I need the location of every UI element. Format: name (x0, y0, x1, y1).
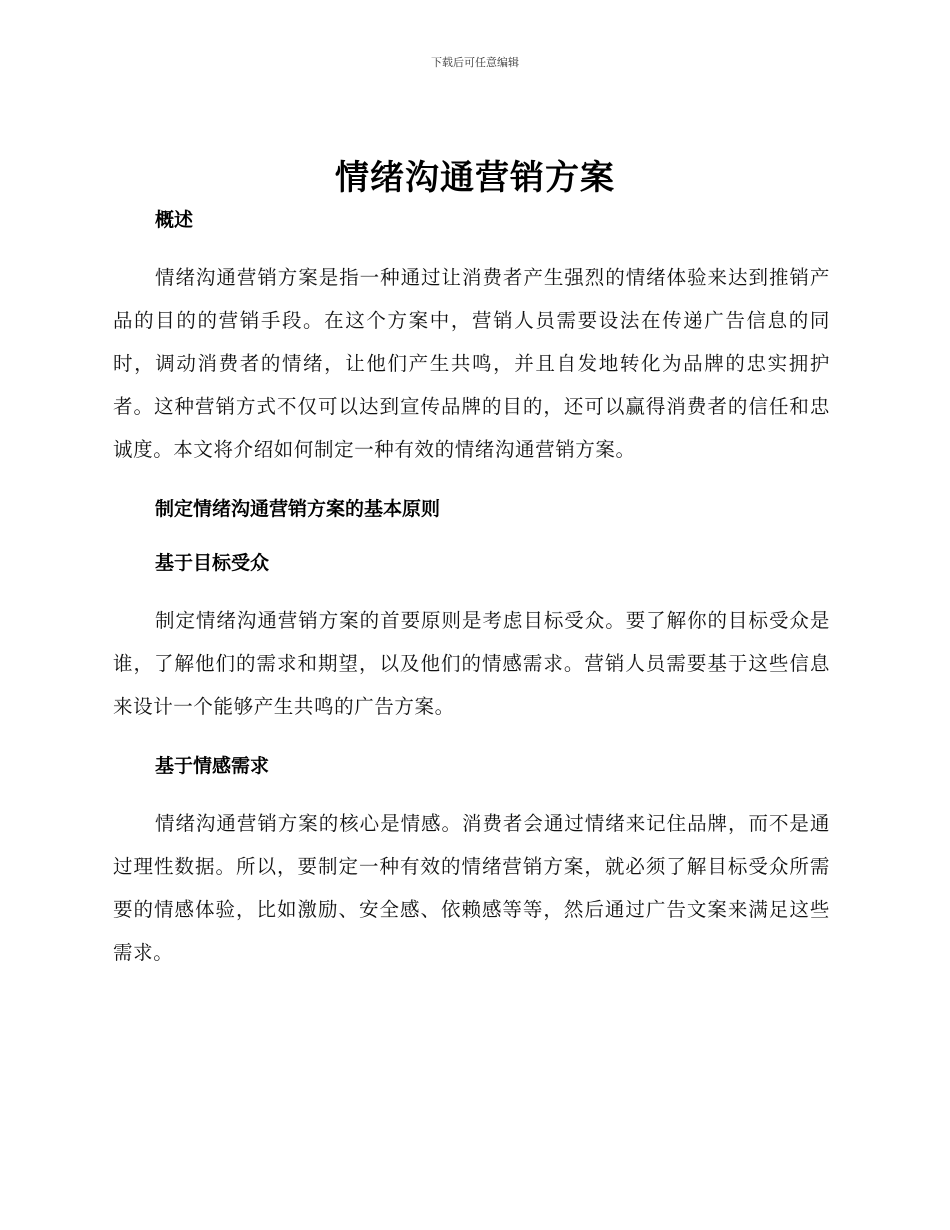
spacer (113, 236, 830, 256)
emotion-paragraph: 情绪沟通营销方案的核心是情感。消费者会通过情绪来记住品牌，而不是通过理性数据。所以，要制定一种有效的情绪营销方案，就必须了解目标受众所需要的情感体验，比如激励、安全感、依赖感等等，然后通过广告文案来满足这些需求。 (113, 812, 830, 964)
spacer (113, 579, 830, 599)
audience-heading: 基于目标受众 (155, 552, 270, 574)
document-body (113, 204, 830, 974)
header-note: 下载后可任意编辑 (431, 56, 519, 69)
overview-paragraph: 情绪沟通营销方案是指一种通过让消费者产生强烈的情绪体验来达到推销产品的目的的营销手段。在这个方案中，营销人员需要设法在传递广告信息的同时，调动消费者的情绪，让他们产生共鸣，并且自发地转化为品牌的忠实拥护者。这种营销方式不仅可以达到宣传品牌的目的，还可以赢得消费者的信任和忠诚度。本文将介绍如何制定一种有效的情绪沟通营销方案。 (113, 266, 830, 461)
document-title: 情绪沟通营销方案 (335, 158, 615, 198)
spacer (113, 728, 830, 750)
overview-heading: 概述 (155, 209, 194, 231)
audience-paragraph: 制定情绪沟通营销方案的首要原则是考虑目标受众。要了解你的目标受众是谁，了解他们的需求和期望，以及他们的情感需求。营销人员需要基于这些信息来设计一个能够产生共鸣的广告方案。 (113, 609, 830, 718)
emotion-heading: 基于情感需求 (155, 755, 270, 777)
principles-heading: 制定情绪沟通营销方案的基本原则 (155, 498, 441, 520)
spacer (113, 782, 830, 802)
spacer (113, 525, 830, 547)
spacer (113, 471, 830, 493)
